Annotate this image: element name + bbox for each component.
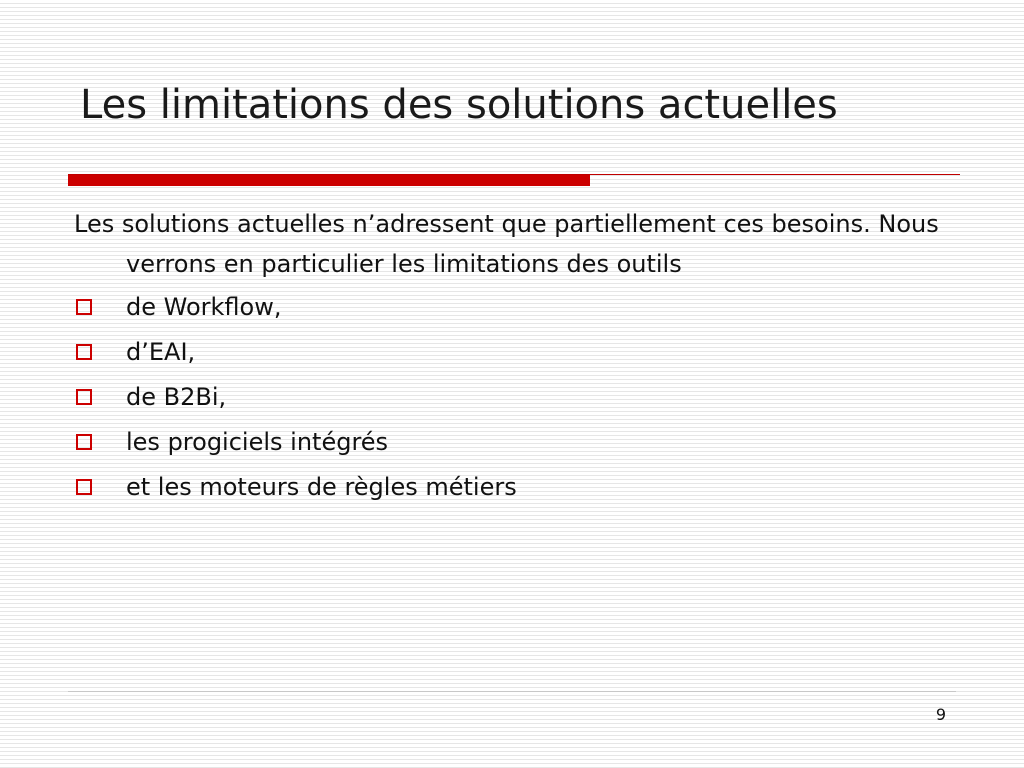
list-item-text: de Workflow, (126, 293, 282, 321)
list-item (74, 382, 954, 412)
hollow-square-icon (76, 434, 92, 450)
list-item-text: et les moteurs de règles métiers (126, 473, 517, 501)
bullet-list (74, 292, 954, 502)
list-item (74, 472, 954, 502)
hollow-square-icon (76, 344, 92, 360)
hollow-square-icon (76, 389, 92, 405)
intro-paragraph: Les solutions actuelles n’adressent que partiellement ces besoins. Nous verrons en particulier les limitations des outils (74, 210, 939, 278)
slide-title: Les limitations des solutions actuelles (80, 82, 838, 128)
list-item-text: d’EAI, (126, 338, 196, 366)
list-item-text: de B2Bi, (126, 383, 227, 411)
list-item (74, 292, 954, 322)
footer-divider-line (68, 691, 956, 692)
hollow-square-icon (76, 299, 92, 315)
slide-number: 9 (935, 705, 946, 724)
slide-content (74, 204, 954, 517)
title-accent-bar (68, 175, 590, 186)
list-item (74, 427, 954, 457)
list-item (74, 337, 954, 367)
list-item-text: les progiciels intégrés (126, 428, 389, 456)
hollow-square-icon (76, 479, 92, 495)
